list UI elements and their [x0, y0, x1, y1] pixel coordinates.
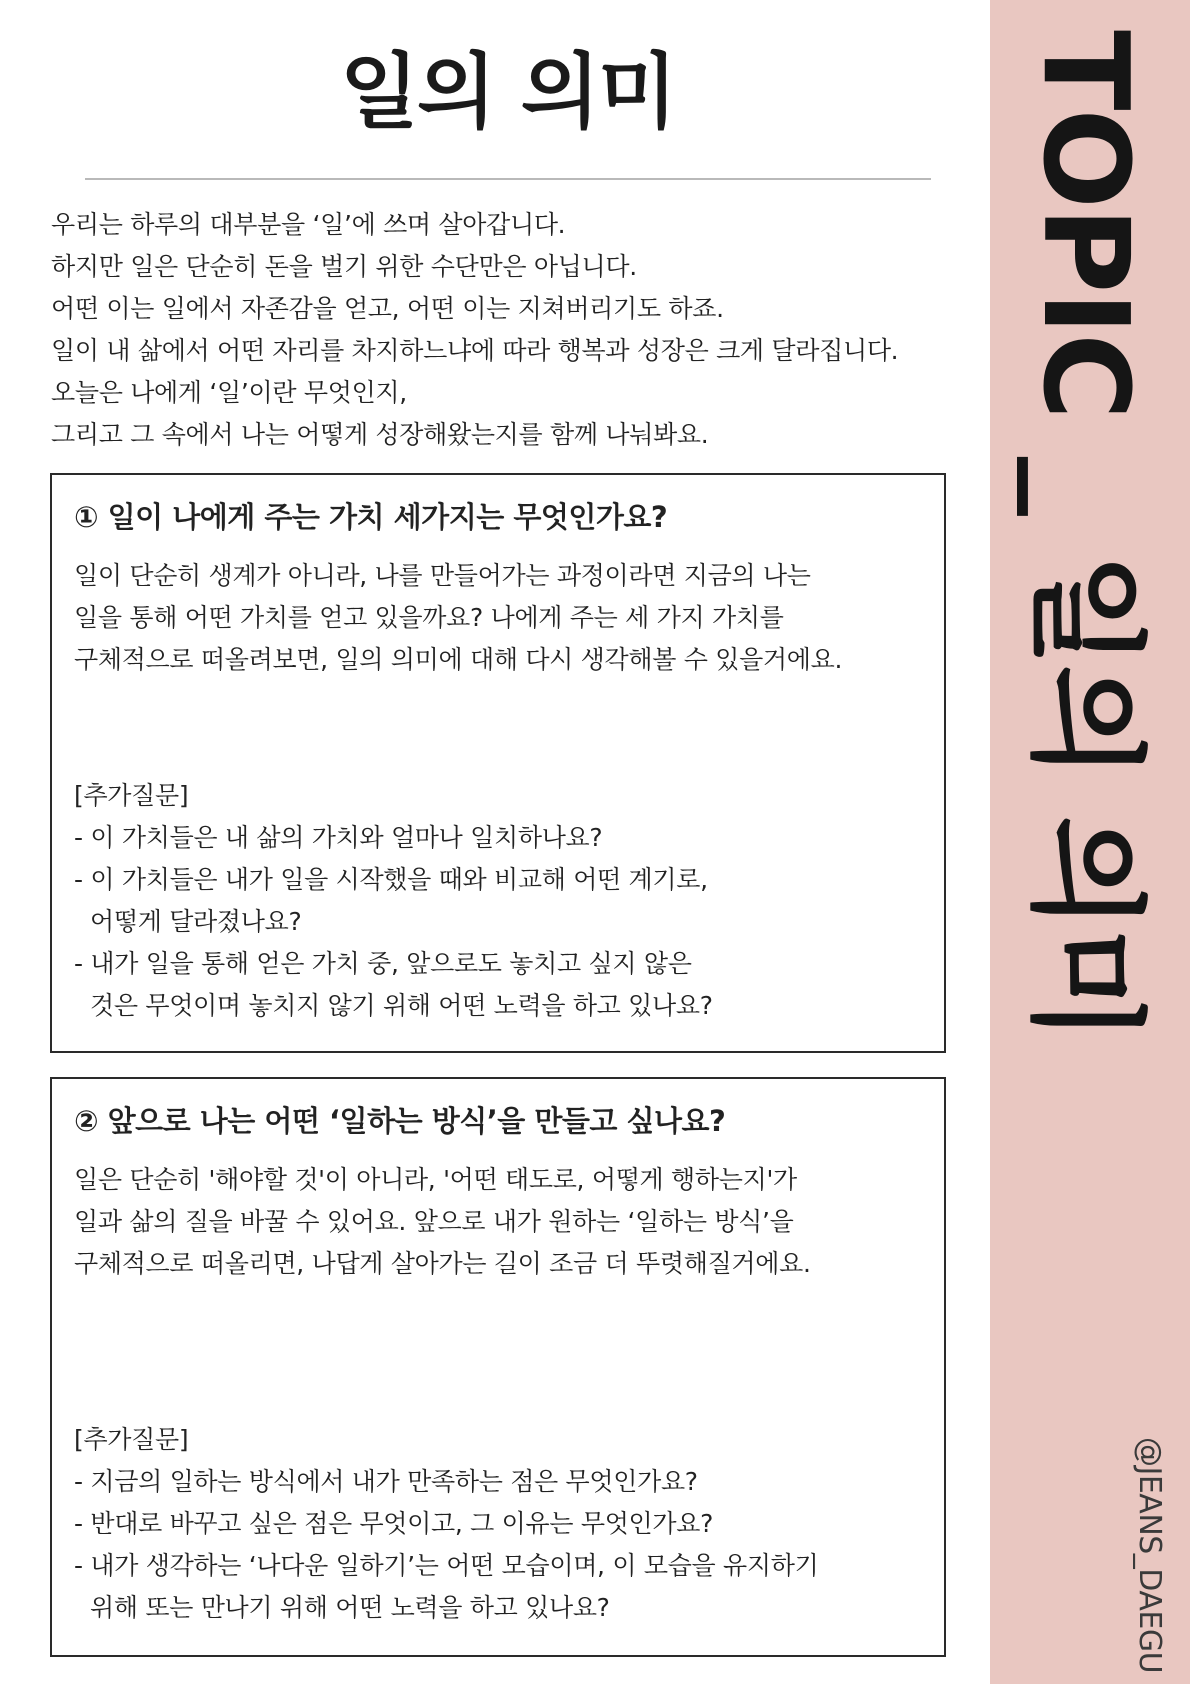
extra-question-line: 어떻게 달라졌나요? [90, 907, 302, 936]
extra-question-line: - 지금의 일하는 방식에서 내가 만족하는 점은 무엇인가요? [74, 1467, 698, 1496]
extra-question-line: - 반대로 바꾸고 싶은 점은 무엇이고, 그 이유는 무엇인가요? [74, 1509, 714, 1538]
body-line: 구체적으로 떠올리면, 나답게 살아가는 길이 조금 더 뚜렷해질거에요. [74, 1249, 811, 1278]
body-line: 일을 통해 어떤 가치를 얻고 있을까요? 나에게 주는 세 가지 가치를 [74, 603, 784, 632]
extra-question-line: 위해 또는 만나기 위해 어떤 노력을 하고 있나요? [90, 1593, 610, 1622]
intro-line: 그리고 그 속에서 나는 어떻게 성장해왔는지를 함께 나눠봐요. [51, 420, 709, 449]
body-line: 구체적으로 떠올려보면, 일의 의미에 대해 다시 생각해볼 수 있을거에요. [74, 645, 843, 674]
intro-paragraph [51, 204, 991, 456]
extra-questions-heading: [추가질문] [74, 1425, 189, 1454]
side-topic-title: TOPIC _ 일의 의미 [1017, 30, 1155, 1040]
question-body-1 [74, 555, 934, 681]
question-card-1 [50, 473, 946, 1053]
extra-question-line: - 이 가치들은 내 삶의 가치와 얼마나 일치하나요? [74, 823, 603, 852]
extra-question-line: 것은 무엇이며 놓치지 않기 위해 어떤 노력을 하고 있나요? [90, 991, 713, 1020]
extra-questions-1 [74, 775, 934, 1027]
question-card-2 [50, 1077, 946, 1657]
body-line: 일이 단순히 생계가 아니라, 나를 만들어가는 과정이라면 지금의 나는 [74, 561, 811, 590]
question-title-2: ② 앞으로 나는 어떤 ‘일하는 방식’을 만들고 싶나요? [74, 1104, 726, 1138]
extra-questions-heading: [추가질문] [74, 781, 189, 810]
intro-line: 우리는 하루의 대부분을 ‘일’에 쓰며 살아갑니다. [51, 210, 566, 239]
intro-line: 오늘은 나에게 ‘일’이란 무엇인지, [51, 378, 407, 407]
body-line: 일은 단순히 '해야할 것'이 아니라, '어떤 태도로, 어떻게 행하는지'가 [74, 1165, 797, 1194]
question-title-1: ① 일이 나에게 주는 가치 세가지는 무엇인가요? [74, 500, 668, 534]
intro-line: 어떤 이는 일에서 자존감을 얻고, 어떤 이는 지쳐버리기도 하죠. [51, 294, 724, 323]
intro-line: 일이 내 삶에서 어떤 자리를 차지하느냐에 따라 행복과 성장은 크게 달라집니다. [51, 336, 899, 365]
side-author-handle: @JEANS_DAEGU [1132, 1437, 1167, 1674]
extra-question-line: - 이 가치들은 내가 일을 시작했을 때와 비교해 어떤 계기로, [74, 865, 708, 894]
question-body-2 [74, 1159, 934, 1285]
extra-questions-2 [74, 1419, 934, 1629]
page-title: 일의 의미 [339, 45, 676, 140]
title-divider [85, 178, 931, 180]
extra-question-line: - 내가 일을 통해 얻은 가치 중, 앞으로도 놓치고 싶지 않은 [74, 949, 692, 978]
intro-line: 하지만 일은 단순히 돈을 벌기 위한 수단만은 아닙니다. [51, 252, 637, 281]
extra-question-line: - 내가 생각하는 ‘나다운 일하기’는 어떤 모습이며, 이 모습을 유지하기 [74, 1551, 819, 1580]
body-line: 일과 삶의 질을 바꿀 수 있어요. 앞으로 내가 원하는 ‘일하는 방식’을 [74, 1207, 794, 1236]
